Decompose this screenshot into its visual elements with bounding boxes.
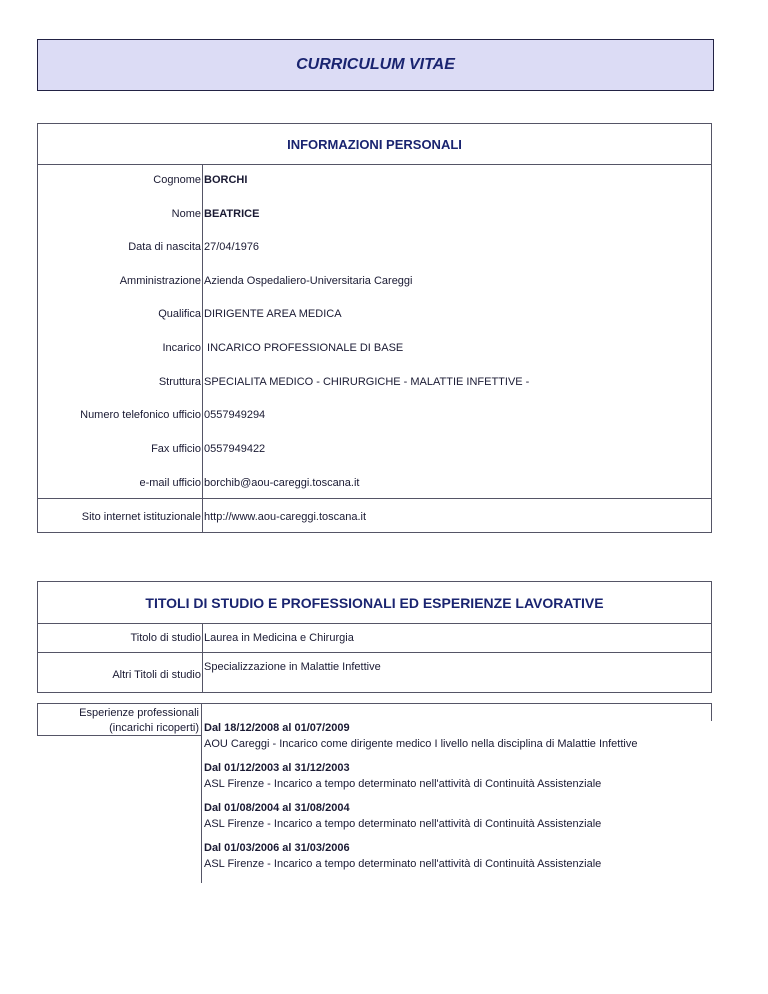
experience-item — [204, 841, 709, 881]
personal-info-section — [37, 123, 712, 533]
experience-item — [204, 761, 709, 801]
info-value: 0557949422 — [204, 443, 266, 455]
experience-label-line1: Esperienze professionali — [79, 707, 199, 719]
edu-label: Titolo di studio — [130, 632, 201, 644]
info-value: SPECIALITA MEDICO - CHIRURGICHE - MALATTIE INFETTIVE - — [204, 376, 530, 388]
info-value: BORCHI — [204, 174, 248, 186]
website-link[interactable]: http://www.aou-careggi.toscana.it — [204, 511, 367, 523]
info-label: Amministrazione — [119, 275, 201, 287]
info-value: DIRIGENTE AREA MEDICA — [204, 308, 342, 320]
experience-period: Dal 01/03/2006 al 31/03/2006 — [204, 842, 350, 854]
info-label: Fax ufficio — [151, 443, 201, 455]
cv-title: CURRICULUM VITAE — [296, 56, 455, 73]
info-value: INCARICO PROFESSIONALE DI BASE — [204, 342, 404, 354]
info-label: Qualifica — [158, 308, 201, 320]
info-value: 0557949294 — [204, 409, 266, 421]
experience-period: Dal 18/12/2008 al 01/07/2009 — [204, 722, 350, 734]
experience-description: AOU Careggi - Incarico come dirigente medico I livello nella disciplina di Malattie Infettive — [204, 738, 638, 750]
personal-info-heading: INFORMAZIONI PERSONALI — [38, 124, 711, 165]
experience-item — [204, 721, 709, 761]
email-link[interactable]: borchib@aou-careggi.toscana.it — [204, 477, 360, 489]
experience-label — [37, 706, 199, 736]
info-label: e-mail ufficio — [139, 477, 201, 489]
experience-period: Dal 01/12/2003 al 31/12/2003 — [204, 762, 350, 774]
experience-divider — [201, 703, 202, 883]
experience-description: ASL Firenze - Incarico a tempo determinato nell'attività di Continuità Assistenziale — [204, 858, 602, 870]
cv-title-box — [37, 39, 714, 91]
info-label: Sito internet istituzionale — [81, 511, 201, 523]
info-value: 27/04/1976 — [204, 241, 260, 253]
edu-value: Specializzazione in Malattie Infettive — [204, 661, 381, 673]
experience-list — [204, 721, 709, 881]
info-label: Nome — [171, 208, 201, 220]
experience-box-top — [201, 703, 712, 704]
info-label: Data di nascita — [128, 241, 201, 253]
experience-description: ASL Firenze - Incarico a tempo determinato nell'attività di Continuità Assistenziale — [204, 818, 602, 830]
info-label: Cognome — [153, 174, 201, 186]
experience-item — [204, 801, 709, 841]
education-heading: TITOLI DI STUDIO E PROFESSIONALI ED ESPERIENZE LAVORATIVE — [38, 582, 711, 624]
info-label: Numero telefonico ufficio — [80, 409, 201, 421]
experience-label-line2: (incarichi ricoperti) — [109, 722, 199, 734]
info-value: BEATRICE — [204, 208, 260, 220]
info-label: Struttura — [158, 376, 201, 388]
experience-period: Dal 01/08/2004 al 31/08/2004 — [204, 802, 350, 814]
edu-value: Laurea in Medicina e Chirurgia — [204, 632, 354, 644]
education-section — [37, 581, 712, 693]
experience-description: ASL Firenze - Incarico a tempo determinato nell'attività di Continuità Assistenziale — [204, 778, 602, 790]
edu-label: Altri Titoli di studio — [112, 669, 201, 681]
experience-box-right — [711, 703, 712, 721]
info-label: Incarico — [162, 342, 201, 354]
info-value: Azienda Ospedaliero-Universitaria Careggi — [204, 275, 413, 287]
